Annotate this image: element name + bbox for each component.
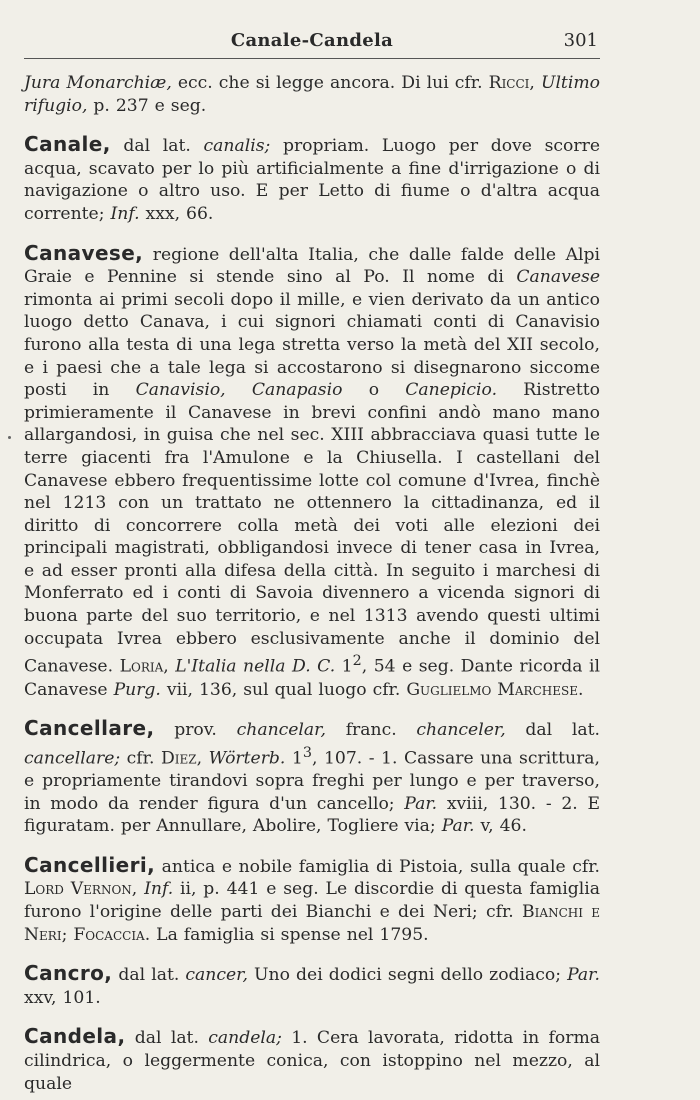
etymon: candela;: [208, 1028, 282, 1049]
author-name: Lord Vernon: [24, 879, 132, 900]
citation: Inf.: [144, 879, 174, 900]
entry-text: ;: [61, 924, 74, 945]
page-number: 301: [563, 30, 598, 51]
headword: Cancellare,: [24, 716, 155, 741]
cross-reference: Bianchi e Neri: [24, 902, 600, 945]
superscript: 3: [302, 744, 312, 761]
italic-term: Canavese: [516, 267, 600, 288]
work-title: L'Italia nella D. C.: [175, 656, 336, 677]
citation: Purg.: [113, 679, 161, 700]
entry-text: Ristretto primieramente il Canavese in brevi confini andò mano mano allargandosi, in guisa che nel sec. XIII abbracciava quasi tutte le terre giacenti fra l'Amulone e la Chiusella. I castellani del Canavese ebbero frequentissime lotte col comune d'Ivrea, finchè nel 1213 con un trattato ne ottennero la cittadinanza, ed il diritto di concorrere colla metà dei voti alle elezioni dei principali magistrati, obbligandosi invece di tener casa in Ivrea, e ad esser pronti alla difesa della città. In seguito i marchesi di Monferrato ed i conti di Savoia divennero a vicenda signori di buona parte del suo territorio, e nel 1313 avendo questi ultimi occupata Ivrea ebbero esclusivamente anche il dominio del Canavese.: [24, 380, 600, 677]
cross-reference: Focaccia: [73, 924, 145, 945]
entry-text: 1: [285, 748, 303, 769]
italic-term: Canavisio, Canapasio: [135, 380, 343, 401]
entry-text: p. 237 e seg.: [87, 95, 207, 116]
page-body: [24, 72, 600, 1095]
author-name: Loria: [119, 656, 164, 677]
entry-text: v, 46.: [474, 816, 527, 837]
etymon: cancellare;: [24, 748, 121, 769]
page-title: Canale-Candela: [230, 30, 394, 51]
entry-text: dal lat.: [112, 965, 186, 986]
entry-text: 1: [335, 656, 353, 677]
entry-cancellieri: [24, 854, 600, 946]
etymon: chancelar,: [236, 720, 326, 741]
entry-text: , 54 e seg. Dante ricorda il Canavese: [24, 656, 601, 700]
running-head: [24, 28, 600, 59]
headword: Cancellieri,: [24, 852, 156, 877]
entry-text: regione dell'alta Italia, che dalle falde delle Alpi Graie e Pennine si stende sino al Po. Il nome di: [24, 244, 600, 288]
citation: Inf.: [110, 203, 140, 224]
etymon: chanceler,: [416, 720, 506, 741]
entry-text: ,: [163, 656, 176, 677]
entry-text: ,: [131, 879, 145, 900]
entry-text: antica e nobile famiglia di Pistoia, sulla quale cfr.: [155, 856, 600, 877]
work-title: Wörterb.: [208, 748, 286, 769]
entry-text: ,: [196, 748, 209, 769]
author-name: Ricci: [488, 73, 530, 93]
entry-text: . La famiglia si spense nel 1795.: [144, 924, 429, 945]
entry-text: prov.: [154, 720, 237, 741]
entry-text: Uno dei dodici segni dello zodiaco;: [247, 965, 568, 986]
entry-candela: [24, 1025, 600, 1095]
superscript: 2: [352, 653, 362, 670]
entry-cancellare: [24, 717, 600, 838]
entry-text: ecc. che si legge ancora. Di lui cfr.: [171, 73, 489, 93]
citation: Par.: [567, 965, 600, 986]
citation: Par.: [404, 793, 438, 814]
entry-cancro: [24, 962, 600, 1009]
entry-text: xxv, 101.: [24, 987, 101, 1008]
entry-text: vii, 136, sul qual luogo cfr.: [160, 679, 407, 700]
author-name: Guglielmo Marchese: [406, 679, 578, 700]
entry-text: ,: [529, 73, 541, 93]
entry-text: xviii, 130. - 2. E figuratam. per Annullare, Abolire, Togliere via;: [24, 793, 600, 837]
author-name: Diez: [160, 748, 197, 769]
work-title: Ultimo rifugio,: [24, 73, 600, 116]
entry-text: , 107. - 1. Cassare una scrittura, e propriamente tirandovi sopra freghi per lungo e per traverso, in modo da render figura d'un cancello;: [24, 748, 600, 814]
entry-text: ii, p. 441 e seg. Le discordie di questa famiglia furono l'origine delle parti dei Bianchi e dei Neri; cfr.: [24, 879, 600, 923]
entry-text: dal lat.: [125, 1028, 209, 1049]
entry-text: xxx, 66.: [139, 203, 214, 224]
entry-text: propriam. Luogo per dove scorre acqua, scavato per lo più artificialmente a fine d'irrigazione o di navigazione o altro uso. E per Letto di fiume o d'altra acqua corrente;: [24, 136, 600, 224]
headword: Canavese,: [24, 240, 144, 265]
work-title: Jura Monarchiæ,: [24, 73, 172, 93]
entry-text: 1. Cera lavorata, ridotta in forma cilindrica, o leggermente conica, con istoppino nel mezzo, al quale: [24, 1028, 600, 1094]
headword: Cancro,: [24, 961, 113, 986]
headword: Candela,: [24, 1024, 126, 1049]
entry-canavese: [24, 242, 600, 702]
entry-continuation: [24, 72, 600, 117]
headword: Canale,: [24, 132, 111, 157]
margin-dot-mark: [8, 436, 11, 439]
entry-text: cfr.: [120, 748, 161, 769]
etymon: canalis;: [203, 136, 271, 157]
etymon: cancer,: [185, 965, 248, 986]
italic-term: Canepicio.: [405, 380, 498, 401]
entry-canale: [24, 133, 600, 225]
entry-text: .: [577, 679, 584, 700]
entry-text: dal lat.: [505, 720, 600, 741]
citation: Par.: [441, 816, 475, 837]
entry-text: dal lat.: [110, 136, 204, 157]
entry-text: o: [342, 380, 406, 401]
entry-text: franc.: [325, 720, 417, 741]
entry-text: rimonta ai primi secoli dopo il mille, e vien derivato da un antico luogo detto Canava, i cui signori chiamati conti di Canavisio furono alla testa di una lega stretta verso la metà del XII secolo, e i paesi che a tale lega si accostarono si disegnarono siccome posti in: [24, 289, 600, 401]
